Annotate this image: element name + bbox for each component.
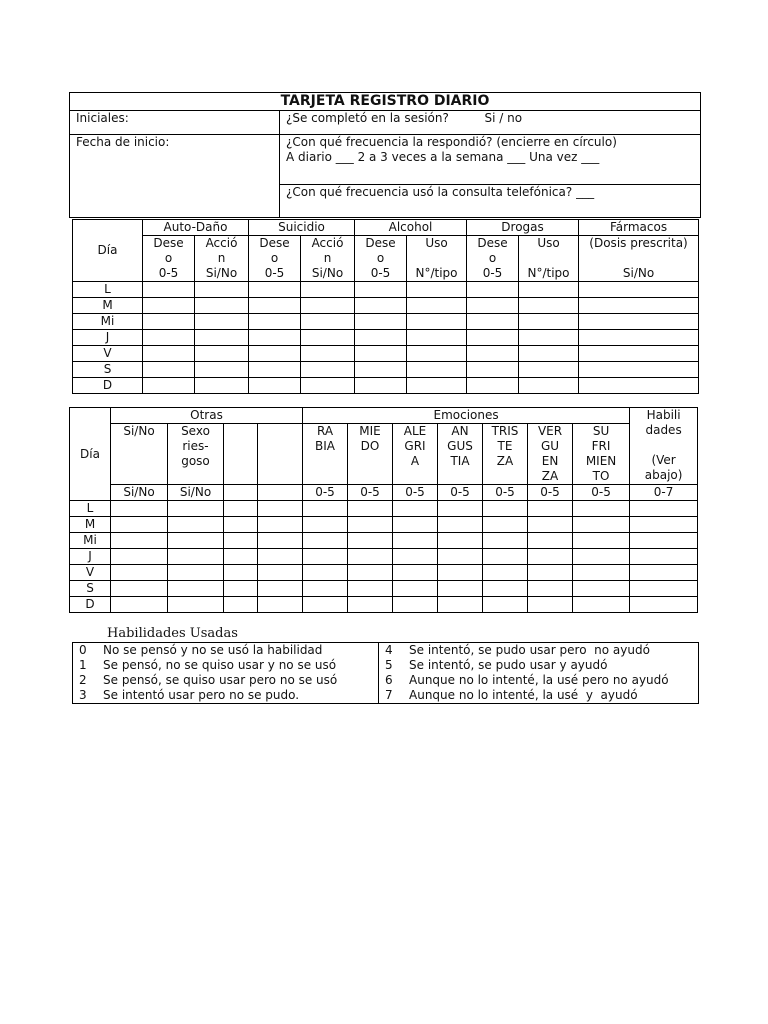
entry-cell[interactable] (111, 549, 168, 565)
entry-cell[interactable] (111, 565, 168, 581)
entry-cell[interactable] (195, 282, 249, 298)
skill-item (385, 643, 698, 658)
table-row (70, 565, 698, 581)
scale-label: Si/No (168, 485, 224, 501)
entry-cell[interactable] (258, 517, 303, 533)
column-header: ALE GRI A (393, 424, 438, 485)
entry-cell[interactable] (483, 597, 528, 613)
start-date-field[interactable]: Fecha de inicio: (70, 135, 280, 218)
entry-cell[interactable] (301, 298, 355, 314)
entry-cell[interactable] (301, 282, 355, 298)
table-row (70, 581, 698, 597)
entry-cell[interactable] (168, 597, 224, 613)
entry-cell[interactable] (573, 565, 630, 581)
entry-cell[interactable] (301, 314, 355, 330)
skill-text: Se pensó, se quiso usar pero no se usó (103, 673, 338, 687)
skill-text: No se pensó y no se usó la habilidad (103, 643, 323, 657)
entry-cell[interactable] (519, 298, 579, 314)
entry-cell[interactable] (579, 346, 699, 362)
entry-cell[interactable] (111, 501, 168, 517)
skill-item (385, 658, 698, 673)
entry-cell[interactable] (168, 549, 224, 565)
table-row (73, 298, 699, 314)
entry-cell[interactable] (195, 330, 249, 346)
column-header: AN GUS TIA (438, 424, 483, 485)
phone-question[interactable]: ¿Con qué frecuencia usó la consulta telefónica? ___ (280, 185, 701, 218)
entry-cell[interactable] (579, 330, 699, 346)
scale-label: 0-5 (483, 485, 528, 501)
entry-cell[interactable] (168, 565, 224, 581)
skill-item (79, 688, 378, 703)
entry-cell[interactable] (528, 597, 573, 613)
group-header-autodao: Auto-Daño (143, 220, 249, 236)
scale-label: Si/No (111, 485, 168, 501)
skill-number: 0 (79, 643, 87, 657)
dia-header: Día (73, 220, 143, 282)
entry-cell[interactable] (143, 378, 195, 394)
column-header (224, 424, 258, 485)
entry-cell[interactable] (303, 517, 348, 533)
entry-cell[interactable] (195, 314, 249, 330)
page-title: TARJETA REGISTRO DIARIO (70, 93, 701, 111)
table-row (70, 533, 698, 549)
entry-cell[interactable] (249, 314, 301, 330)
entry-cell[interactable] (355, 314, 407, 330)
entry-cell[interactable] (111, 597, 168, 613)
entry-cell[interactable] (195, 298, 249, 314)
session-answer: Si / no (484, 111, 523, 125)
entry-cell[interactable] (519, 330, 579, 346)
entry-cell[interactable] (467, 298, 519, 314)
column-header: TRIS TE ZA (483, 424, 528, 485)
entry-cell[interactable] (303, 597, 348, 613)
scale-label: 0-5 (393, 485, 438, 501)
day-label: D (73, 378, 143, 394)
column-header: VER GU EN ZA (528, 424, 573, 485)
column-header: (Dosis prescrita) Si/No (579, 236, 699, 282)
scale-label: 0-5 (303, 485, 348, 501)
entry-cell[interactable] (258, 565, 303, 581)
entry-cell[interactable] (258, 533, 303, 549)
skill-text: Se pensó, no se quiso usar y no se usó (103, 658, 337, 672)
column-header: Uso N°/tipo (519, 236, 579, 282)
entry-cell[interactable] (355, 282, 407, 298)
entry-cell[interactable] (348, 581, 393, 597)
scale-label: 0-5 (348, 485, 393, 501)
entry-cell[interactable] (519, 362, 579, 378)
entry-cell[interactable] (249, 282, 301, 298)
day-label: Mi (73, 314, 143, 330)
frequency-question-label: ¿Con qué frecuencia la respondió? (encierre en círculo) (286, 135, 617, 149)
day-label: S (73, 362, 143, 378)
table-row (73, 330, 699, 346)
entry-cell[interactable] (348, 597, 393, 613)
entry-cell[interactable] (483, 565, 528, 581)
entry-cell[interactable] (579, 362, 699, 378)
skill-text: Se intentó usar pero no se pudo. (103, 688, 300, 702)
group-header-suicidio: Suicidio (249, 220, 355, 236)
entry-cell[interactable] (301, 346, 355, 362)
column-header: MIE DO (348, 424, 393, 485)
day-label: S (70, 581, 111, 597)
scale-label: 0-5 (528, 485, 573, 501)
skill-number: 4 (385, 643, 393, 657)
skill-item (385, 688, 698, 703)
entry-cell[interactable] (224, 549, 258, 565)
skill-number: 7 (385, 688, 393, 702)
entry-cell[interactable] (258, 597, 303, 613)
entry-cell[interactable] (519, 314, 579, 330)
entry-cell[interactable] (111, 517, 168, 533)
table-row (73, 314, 699, 330)
scale-label: 0-5 (573, 485, 630, 501)
session-question[interactable] (280, 111, 701, 135)
day-label: V (73, 346, 143, 362)
table-row (70, 597, 698, 613)
scale-label: 0-5 (438, 485, 483, 501)
entry-cell[interactable] (249, 362, 301, 378)
frequency-options: A diario ___ 2 a 3 veces a la semana ___ Una vez ___ (286, 150, 600, 164)
entry-cell[interactable] (630, 581, 698, 597)
entry-cell[interactable] (224, 517, 258, 533)
entry-cell[interactable] (249, 346, 301, 362)
entry-cell[interactable] (528, 581, 573, 597)
entry-cell[interactable] (438, 597, 483, 613)
group-header-emociones: Emociones (303, 408, 630, 424)
column-header (258, 424, 303, 485)
scale-label (224, 485, 258, 501)
entry-cell[interactable] (195, 346, 249, 362)
column-header: Dese o 0-5 (249, 236, 301, 282)
entry-cell[interactable] (483, 501, 528, 517)
daily-behavior-table (72, 219, 699, 394)
entry-cell[interactable] (258, 501, 303, 517)
entry-cell[interactable] (143, 346, 195, 362)
column-header: Dese o 0-5 (355, 236, 407, 282)
column-header: Uso N°/tipo (407, 236, 467, 282)
skill-number: 5 (385, 658, 393, 672)
entry-cell[interactable] (528, 501, 573, 517)
entry-cell[interactable] (393, 533, 438, 549)
session-question-label: ¿Se completó en la sesión? (286, 111, 449, 125)
entry-cell[interactable] (355, 362, 407, 378)
entry-cell[interactable] (579, 378, 699, 394)
entry-cell[interactable] (630, 565, 698, 581)
entry-cell[interactable] (143, 330, 195, 346)
table-row (73, 362, 699, 378)
entry-cell[interactable] (573, 549, 630, 565)
entry-cell[interactable] (438, 501, 483, 517)
entry-cell[interactable] (355, 330, 407, 346)
entry-cell[interactable] (195, 362, 249, 378)
entry-cell[interactable] (483, 533, 528, 549)
entry-cell[interactable] (393, 517, 438, 533)
skills-title: Habilidades Usadas (107, 626, 238, 641)
entry-cell[interactable] (168, 581, 224, 597)
entry-cell[interactable] (519, 346, 579, 362)
entry-cell[interactable] (393, 581, 438, 597)
group-header-otras: Otras (111, 408, 303, 424)
entry-cell[interactable] (303, 565, 348, 581)
skill-text: Se intentó, se pudo usar y ayudó (409, 658, 608, 672)
entry-cell[interactable] (393, 565, 438, 581)
entry-cell[interactable] (393, 549, 438, 565)
skills-legend-table (72, 642, 699, 704)
entry-cell[interactable] (348, 501, 393, 517)
skill-number: 1 (79, 658, 87, 672)
entry-cell[interactable] (407, 282, 467, 298)
entry-cell[interactable] (467, 362, 519, 378)
table-row (70, 549, 698, 565)
column-header: RA BIA (303, 424, 348, 485)
entry-cell[interactable] (348, 517, 393, 533)
scale-label (258, 485, 303, 501)
column-header: Si/No (111, 424, 168, 485)
group-header-alcohol: Alcohol (355, 220, 467, 236)
entry-cell[interactable] (224, 501, 258, 517)
entry-cell[interactable] (630, 549, 698, 565)
entry-cell[interactable] (407, 298, 467, 314)
skill-item (385, 673, 698, 688)
entry-cell[interactable] (143, 314, 195, 330)
entry-cell[interactable] (143, 282, 195, 298)
entry-cell[interactable] (519, 282, 579, 298)
skills-legend-right (379, 643, 699, 704)
entry-cell[interactable] (438, 517, 483, 533)
scale-label: 0-7 (630, 485, 698, 501)
day-label: D (70, 597, 111, 613)
day-label: Mi (70, 533, 111, 549)
entry-cell[interactable] (258, 549, 303, 565)
skill-number: 2 (79, 673, 87, 687)
column-header: Acció n Si/No (195, 236, 249, 282)
entry-cell[interactable] (438, 581, 483, 597)
table-row (70, 517, 698, 533)
entry-cell[interactable] (483, 549, 528, 565)
skill-item (79, 658, 378, 673)
entry-cell[interactable] (467, 314, 519, 330)
entry-cell[interactable] (407, 362, 467, 378)
entry-cell[interactable] (111, 533, 168, 549)
skill-number: 6 (385, 673, 393, 687)
day-label: L (70, 501, 111, 517)
group-header-frmacos: Fármacos (579, 220, 699, 236)
skill-text: Aunque no lo intenté, la usé y ayudó (409, 688, 638, 702)
entry-cell[interactable] (630, 517, 698, 533)
entry-cell[interactable] (630, 597, 698, 613)
entry-cell[interactable] (195, 378, 249, 394)
entry-cell[interactable] (630, 533, 698, 549)
entry-cell[interactable] (528, 549, 573, 565)
frequency-question[interactable] (280, 135, 701, 185)
entry-cell[interactable] (407, 314, 467, 330)
skill-item (79, 673, 378, 688)
entry-cell[interactable] (303, 549, 348, 565)
entry-cell[interactable] (224, 565, 258, 581)
entry-cell[interactable] (303, 581, 348, 597)
dia-header: Día (70, 408, 111, 501)
day-label: J (70, 549, 111, 565)
table-row (73, 378, 699, 394)
entry-cell[interactable] (355, 378, 407, 394)
entry-cell[interactable] (467, 346, 519, 362)
entry-cell[interactable] (168, 517, 224, 533)
entry-cell[interactable] (301, 378, 355, 394)
entry-cell[interactable] (573, 597, 630, 613)
entry-cell[interactable] (303, 533, 348, 549)
emotions-table (69, 407, 698, 613)
entry-cell[interactable] (348, 565, 393, 581)
column-header-habilidades: Habili dades (Ver abajo) (630, 408, 698, 485)
entry-cell[interactable] (393, 501, 438, 517)
entry-cell[interactable] (168, 533, 224, 549)
entry-cell[interactable] (438, 549, 483, 565)
entry-cell[interactable] (355, 298, 407, 314)
entry-cell[interactable] (407, 346, 467, 362)
table-row (73, 282, 699, 298)
entry-cell[interactable] (143, 298, 195, 314)
entry-cell[interactable] (467, 378, 519, 394)
initials-field[interactable]: Iniciales: (70, 111, 280, 135)
column-header: Acció n Si/No (301, 236, 355, 282)
entry-cell[interactable] (483, 581, 528, 597)
day-label: J (73, 330, 143, 346)
entry-cell[interactable] (143, 362, 195, 378)
entry-cell[interactable] (111, 581, 168, 597)
group-header-drogas: Drogas (467, 220, 579, 236)
entry-cell[interactable] (519, 378, 579, 394)
entry-cell[interactable] (303, 501, 348, 517)
entry-cell[interactable] (438, 565, 483, 581)
entry-cell[interactable] (249, 298, 301, 314)
entry-cell[interactable] (224, 597, 258, 613)
entry-cell[interactable] (407, 330, 467, 346)
entry-cell[interactable] (249, 378, 301, 394)
skill-text: Se intentó, se pudo usar pero no ayudó (409, 643, 650, 657)
entry-cell[interactable] (467, 282, 519, 298)
entry-cell[interactable] (483, 517, 528, 533)
entry-cell[interactable] (528, 533, 573, 549)
entry-cell[interactable] (224, 533, 258, 549)
day-label: L (73, 282, 143, 298)
skill-item (79, 643, 378, 658)
entry-cell[interactable] (301, 330, 355, 346)
skill-text: Aunque no lo intenté, la usé pero no ayudó (409, 673, 669, 687)
entry-cell[interactable] (355, 346, 407, 362)
entry-cell[interactable] (579, 314, 699, 330)
column-header: SU FRI MIEN TO (573, 424, 630, 485)
entry-cell[interactable] (168, 501, 224, 517)
entry-cell[interactable] (438, 533, 483, 549)
entry-cell[interactable] (258, 581, 303, 597)
skill-number: 3 (79, 688, 87, 702)
table-row (70, 501, 698, 517)
entry-cell[interactable] (528, 565, 573, 581)
day-label: M (73, 298, 143, 314)
entry-cell[interactable] (348, 549, 393, 565)
entry-cell[interactable] (579, 282, 699, 298)
day-label: M (70, 517, 111, 533)
entry-cell[interactable] (573, 517, 630, 533)
header-table (69, 92, 701, 218)
skills-legend-left (73, 643, 379, 704)
entry-cell[interactable] (301, 362, 355, 378)
column-header: Sexo ries- goso (168, 424, 224, 485)
entry-cell[interactable] (249, 330, 301, 346)
entry-cell[interactable] (224, 581, 258, 597)
entry-cell[interactable] (579, 298, 699, 314)
entry-cell[interactable] (630, 501, 698, 517)
entry-cell[interactable] (407, 378, 467, 394)
column-header: Dese o 0-5 (143, 236, 195, 282)
day-label: V (70, 565, 111, 581)
entry-cell[interactable] (573, 501, 630, 517)
entry-cell[interactable] (528, 517, 573, 533)
table-row (73, 346, 699, 362)
entry-cell[interactable] (348, 533, 393, 549)
entry-cell[interactable] (573, 581, 630, 597)
entry-cell[interactable] (467, 330, 519, 346)
column-header: Dese o 0-5 (467, 236, 519, 282)
entry-cell[interactable] (573, 533, 630, 549)
entry-cell[interactable] (393, 597, 438, 613)
